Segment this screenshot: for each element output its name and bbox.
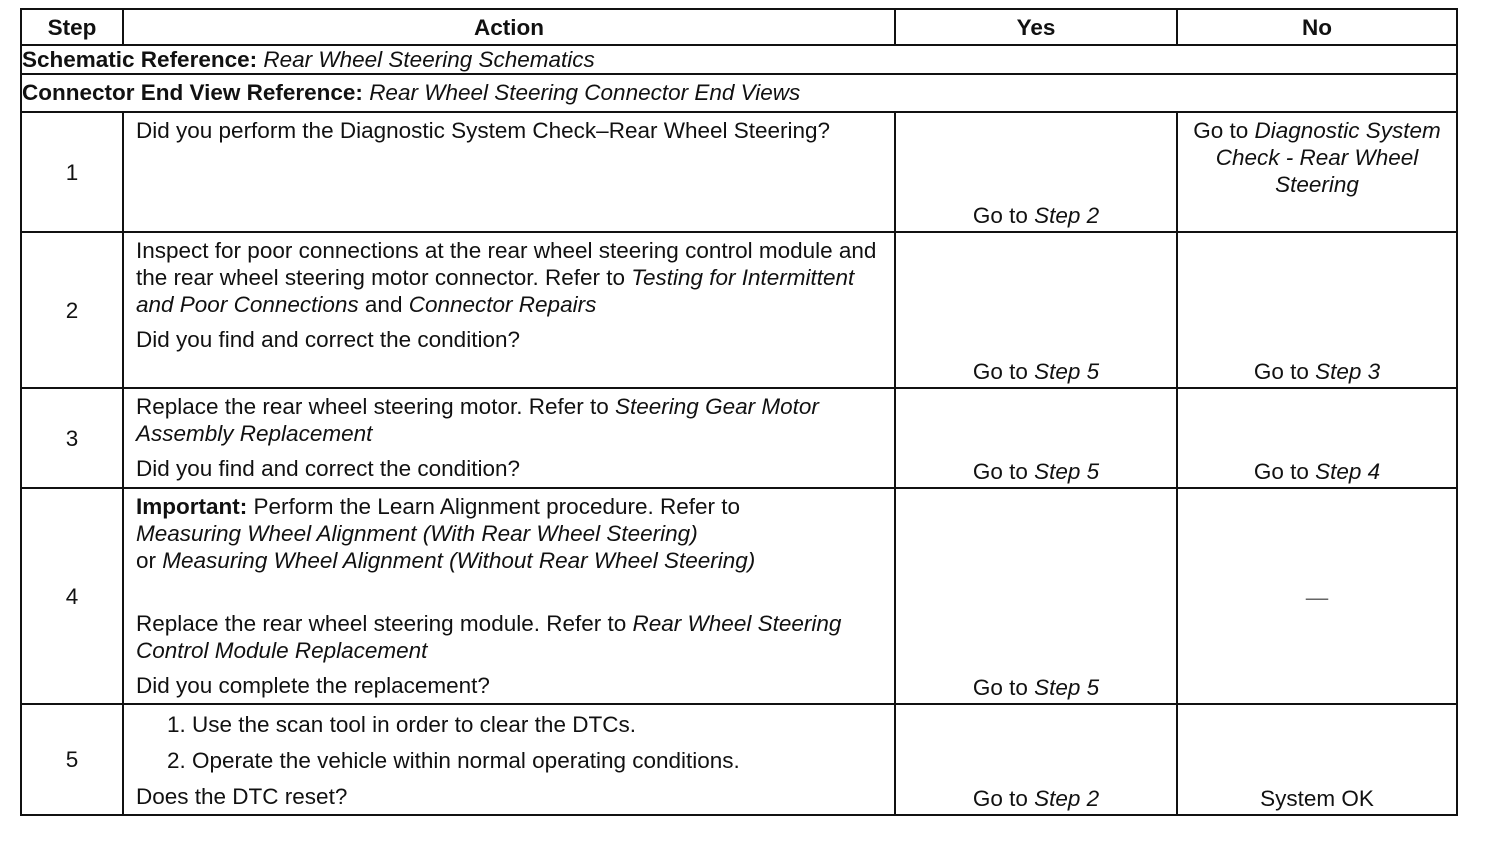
step-action xyxy=(123,112,895,232)
go-to-text: Go to xyxy=(972,675,1028,700)
table-row xyxy=(21,388,1457,488)
go-to-text: Go to xyxy=(972,459,1028,484)
step-number: 1 xyxy=(21,112,123,232)
header-step: Step xyxy=(21,9,123,45)
important-label: Important: xyxy=(136,494,248,519)
table-row xyxy=(21,112,1457,232)
schematic-reference-link[interactable]: Rear Wheel Steering Schematics xyxy=(263,47,595,72)
go-to-text: Go to xyxy=(1253,459,1309,484)
no-cell xyxy=(1177,232,1457,388)
no-link[interactable]: Step 4 xyxy=(1315,459,1381,484)
action-text: Replace the rear wheel steering motor. Refer to xyxy=(136,394,609,419)
yes-cell xyxy=(895,112,1177,232)
go-to-text: Go to xyxy=(972,203,1028,228)
go-to-text: Go to xyxy=(1253,359,1309,384)
go-to-text: Go to xyxy=(1193,118,1249,143)
important-text: Perform the Learn Alignment procedure. Refer to xyxy=(253,494,741,519)
no-link[interactable]: Step 3 xyxy=(1315,359,1381,384)
go-to-text: Go to xyxy=(972,786,1028,811)
yes-cell xyxy=(895,488,1177,704)
step-action xyxy=(123,704,895,815)
yes-cell xyxy=(895,704,1177,815)
step-action xyxy=(123,232,895,388)
list-item: 1. Use the scan tool in order to clear the DTCs. xyxy=(192,711,886,738)
step-number: 3 xyxy=(21,388,123,488)
no-link[interactable]: Diagnostic System Check - Rear Wheel Steering xyxy=(1215,118,1441,197)
connector-reference-label: Connector End View Reference: xyxy=(22,80,363,105)
question-text: Did you find and correct the condition? xyxy=(136,327,520,352)
table-row xyxy=(21,232,1457,388)
yes-link[interactable]: Step 5 xyxy=(1034,359,1100,384)
list-item: 2. Operate the vehicle within normal operating conditions. xyxy=(192,747,886,774)
no-cell xyxy=(1177,704,1457,815)
header-action: Action xyxy=(123,9,895,45)
step-action xyxy=(123,488,895,704)
header-no: No xyxy=(1177,9,1457,45)
yes-cell xyxy=(895,232,1177,388)
yes-link[interactable]: Step 2 xyxy=(1034,203,1100,228)
connector-reference-link[interactable]: Rear Wheel Steering Connector End Views xyxy=(369,80,801,105)
reference-link[interactable]: Measuring Wheel Alignment (With Rear Wheel Steering) xyxy=(136,521,698,546)
step-action xyxy=(123,388,895,488)
no-cell xyxy=(1177,488,1457,704)
header-row xyxy=(21,9,1457,45)
schematic-reference-row xyxy=(21,45,1457,74)
no-cell xyxy=(1177,112,1457,232)
step-number: 4 xyxy=(21,488,123,704)
procedure-list xyxy=(136,711,886,774)
yes-link[interactable]: Step 5 xyxy=(1034,459,1100,484)
reference-link[interactable]: Connector Repairs xyxy=(408,292,597,317)
reference-link[interactable]: Rear Wheel Steering Control Module Replacement xyxy=(136,611,842,663)
question-text: Does the DTC reset? xyxy=(136,784,348,809)
conjunction-text: or xyxy=(136,548,157,573)
action-text: Inspect for poor connections at the rear wheel steering control module and the rear wheel steering motor connector. Refer to xyxy=(136,238,877,290)
no-cell xyxy=(1177,388,1457,488)
connector-reference-row xyxy=(21,74,1457,112)
no-value-dash: — xyxy=(1305,584,1329,610)
question-text: Did you find and correct the condition? xyxy=(136,456,520,481)
yes-cell xyxy=(895,388,1177,488)
conjunction-text: and xyxy=(364,292,403,317)
table-row xyxy=(21,704,1457,815)
diagnostic-table xyxy=(20,8,1458,816)
reference-link[interactable]: Measuring Wheel Alignment (Without Rear Wheel Steering) xyxy=(162,548,756,573)
reference-link[interactable]: Testing for Intermittent and Poor Connections xyxy=(136,265,855,317)
step-number: 2 xyxy=(21,232,123,388)
action-text: Replace the rear wheel steering module. Refer to xyxy=(136,611,627,636)
table-row xyxy=(21,488,1457,704)
action-text: Did you perform the Diagnostic System Check–Rear Wheel Steering? xyxy=(136,118,831,143)
yes-link[interactable]: Step 5 xyxy=(1034,675,1100,700)
header-yes: Yes xyxy=(895,9,1177,45)
question-text: Did you complete the replacement? xyxy=(136,673,490,698)
yes-link[interactable]: Step 2 xyxy=(1034,786,1100,811)
reference-link[interactable]: Steering Gear Motor Assembly Replacement xyxy=(136,394,819,446)
step-number: 5 xyxy=(21,704,123,815)
schematic-reference-label: Schematic Reference: xyxy=(22,47,258,72)
go-to-text: Go to xyxy=(972,359,1028,384)
no-value: System OK xyxy=(1260,786,1374,811)
